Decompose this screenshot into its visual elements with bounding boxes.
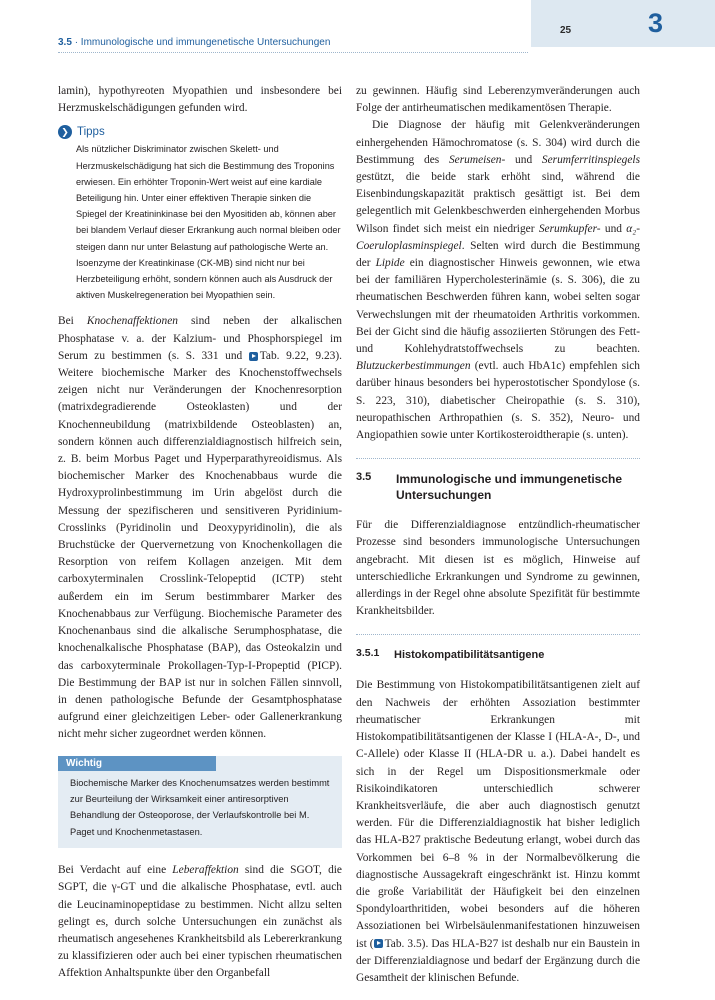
- paragraph-knochen: Bei Knochenaffektionen sind neben der alkalischen Phosphatase v. a. der Kalzium- und Phosphorspiegel im Serum zu bestimmen (s. S. 331 und Tab. 9.22, 9.23). Weitere biochemische Marker des Knochenstoffwechsels zeigen nicht nur Veränderungen der Knochenresorption (matrixdegradierende Osteoklasten) und der Knochenneubildung (matrixbildende Osteoblasten) an, sondern können auch differenzialdiagnostisch hilfreich sein, z. B. beim Morbus Paget und Hyperparathyreoidismus. Als biochemischer Marker des Knochenabbaus wurde die Hydroxyprolinbestimmung im Urin abgelöst durch die Messung der spezifischeren und sensitiveren Pyridinium-Crosslinks (Pyridinolin und Deoxypyridinolin), die als Bruchstücke der Quervernetzung von Knochenkollagen die Resorption von reifem Kollagen anzeigen. Mit dem carboxyterminalen Crosslink-Telopeptid (ICTP) steht außerdem ein im Serum bestimmbarer Marker des Knochenabbaus zur Verfügung. Biochemische Parameter des Knochenanbaus sind die alkalische Serumphosphatase, die knochenalkalische Phosphatase (BAP), das Osteokalzin und das carboxyterminale Prokollagen-Typ-I-Propeptid (PICP). Die Bestimmung der BAP ist nur in solchen Fällen sinnvoll, in denen pathologische Befunde der Gesamtphosphatase aufgrund einer gleichzeitigen Leber- oder Gallenerkrankung nicht mehr sicher zugeordnet werden können.: [58, 315, 342, 741]
- paragraph-intro-immunologie: Für die Differenzialdiagnose entzündlich-rheumatischer Prozesse sind besonders immunologische Untersuchungen angebracht. Mit diesen ist es möglich, Hinweise auf unterschiedliche Erkrankungen und Syndrome zu gewinnen, allerdings in der Regel ohne absolute Spezifität für bestimmte Krankheitsbilder.: [356, 519, 640, 618]
- tipps-heading: [58, 125, 342, 139]
- wichtig-body: Biochemische Marker des Knochenumsatzes werden bestimmt zur Beurteilung der Wirksamkeit einer antiresorptiven Behandlung der Osteoporose, der Verlaufskontrolle bei M. Paget und Knochenmetastasen.: [70, 777, 330, 837]
- chevron-right-icon: ❯: [58, 125, 72, 139]
- table-reference-link[interactable]: Tab. 9.22, 9.23: [259, 349, 336, 362]
- chapter-number: 3: [648, 8, 664, 38]
- paragraph-haemochromatose: Die Diagnose der häufig mit Gelenkveränderungen einhergehenden Hämochromatose (s. S. 304) wird durch die Bestimmung des Serumeisen- und Serumferritinspiegels gestützt, die beide stark erhöht sind, während die Eisenbindungskapazität praktisch gesättigt ist. Bei dem gelegentlich mit Gelenkbeschwerden einhergehenden Morbus Wilson findet sich meist ein niedriger Serumkupfer- und α₂-Coeruloplasminspiegel. Selten wird durch die Bestimmung der Lipide ein diagnostischer Hinweis gewonnen, wie etwa bei der familiären Hypercholesterinämie (s. S. 306), die zu rheumatischen Beschwerden führen kann, wobei selten sogar Verwechslungen mit der rheumatoiden Arthritis vorkommen. Bei der Gicht sind die häufig assoziierten Störungen des Fett- und Kohlehydratstoffwechsels zu beachten. Blutzuckerbestimmungen (evtl. auch HbA1c) empfehlen sich darüber hinaus besonders bei hyperostotischer Spondylose (s. S. 223, 310), diabetischer Cheiropathie (s. S. 310), neuropathischen Arthropathien (s. S. 352), Neuro- und Angiopathien sowie unter Kortikosteroidtherapie (s. unten).: [356, 119, 640, 442]
- header-rule: [58, 52, 528, 53]
- table-link-icon[interactable]: [374, 939, 383, 948]
- running-head-title: Immunologische und immungenetische Untersuchungen: [80, 37, 331, 48]
- term-leberaffektion: Leberaffektion: [172, 864, 239, 877]
- running-head: 3.5 · Immunologische und immungenetische Untersuchungen: [58, 37, 331, 48]
- tipps-title: Tipps: [77, 126, 105, 139]
- paragraph-leber: Bei Verdacht auf eine Leberaffektion sind die SGOT, die SGPT, die γ-GT und die alkalische Phosphatase, evtl. auch die Leucinaminopeptidase zu bestimmen. Nicht allzu selten gelingt es, durch solche Untersuchungen ein zunächst als rheumatisch angesehenes Krankheitsbild als Lebererkrankung zu klassifizieren oder auch bei einer typischen rheumatischen Affektion Anhaltspunkte über den Organbefall: [58, 864, 342, 980]
- term-knochenaffektionen: Knochenaffektionen: [86, 315, 178, 328]
- paragraph-continuation-right: zu gewinnen. Häufig sind Leberenzymveränderungen auch Folge der antirheumatischen medikamentösen Therapie.: [356, 85, 640, 115]
- paragraph-continuation: lamin), hypothyreoten Myopathien und insbesondere bei Herzmuskelschädigungen gefunden wird.: [58, 85, 342, 115]
- table-reference-link[interactable]: Tab. 3.5: [384, 937, 422, 950]
- tipps-box: [58, 125, 342, 303]
- wichtig-title: Wichtig: [58, 756, 216, 771]
- left-column: [58, 83, 342, 983]
- tipps-body: Als nützlicher Diskriminator zwischen Skelett- und Herzmuskelschädigung hat sich die Bestimmung des Troponins erwiesen. Ein erhöhter Troponin-Wert weist auf eine kardiale Beteiligung hin. Unter einer effektiven Therapie sinken die Spiegel der Kreatininkinase bei den Myositiden ab, können aber bei blandem Verlauf dieser Erkrankung auch normal bleiben oder steigen dann nur unter Belastung auf pathologische Werte an. Isoenzyme der Kreatinkinase (CK-MB) sind nicht nur bei Herzbeteiligung erhöht, sondern können auch als Ausdruck der aktiven Muskelregeneration bei Myopathien sein.: [76, 144, 341, 301]
- section-title: Immunologische und immungenetische Untersuchungen: [396, 472, 623, 503]
- wichtig-box: [58, 756, 342, 849]
- subsection-heading: [356, 634, 640, 663]
- paragraph-hla: Die Bestimmung von Histokompatibilitätsantigenen zielt auf den Nachweis der erhöhten Assoziation bestimmter rheumatischer Erkrankungen mit Histokompatibilitätsantigenen der Klasse I (HLA-A-, D-, und C-Allele) oder Klasse II (HLA-DR u. a.). Dabei handelt es sich in der Regel um Dispositionsmerkmale oder Risikoindikatoren unterschiedlich schwerer Krankheitsverläufe, die aber auch diagnostisch genutzt werden. Für die Differenzialdiagnostik hat bisher lediglich das HLA-B27 praktische Bedeutung erlangt, wobei durch das Vorkommen bei 6–8 % in der Normalbevölkerung die diagnostische Aussagekraft eingeschränkt ist. Hinzu kommt die große Variabilität der Häufigkeit bei den einzelnen Spondyloarthritiden, wobei besonders auf die höheren Assoziationen bei Wirbelsäulenmanifestationen hinzuweisen ist ( Tab. 3.5). Das HLA-B27 ist deshalb nur ein Baustein in der Differenzialdiagnose und bedarf der Ergänzung durch die Gesamtheit der klinischen Befunde.: [356, 679, 640, 984]
- section-heading: [356, 458, 640, 503]
- table-link-icon[interactable]: [249, 352, 258, 361]
- section-number: 3.5: [356, 471, 372, 484]
- chapter-tab: [531, 0, 715, 47]
- page-number: 25: [560, 25, 572, 36]
- subsection-number: 3.5.1: [356, 647, 380, 660]
- running-head-section-number: 3.5: [58, 37, 72, 48]
- subsection-title: Histokompatibilitätsantigene: [394, 649, 545, 662]
- right-column: [356, 83, 640, 987]
